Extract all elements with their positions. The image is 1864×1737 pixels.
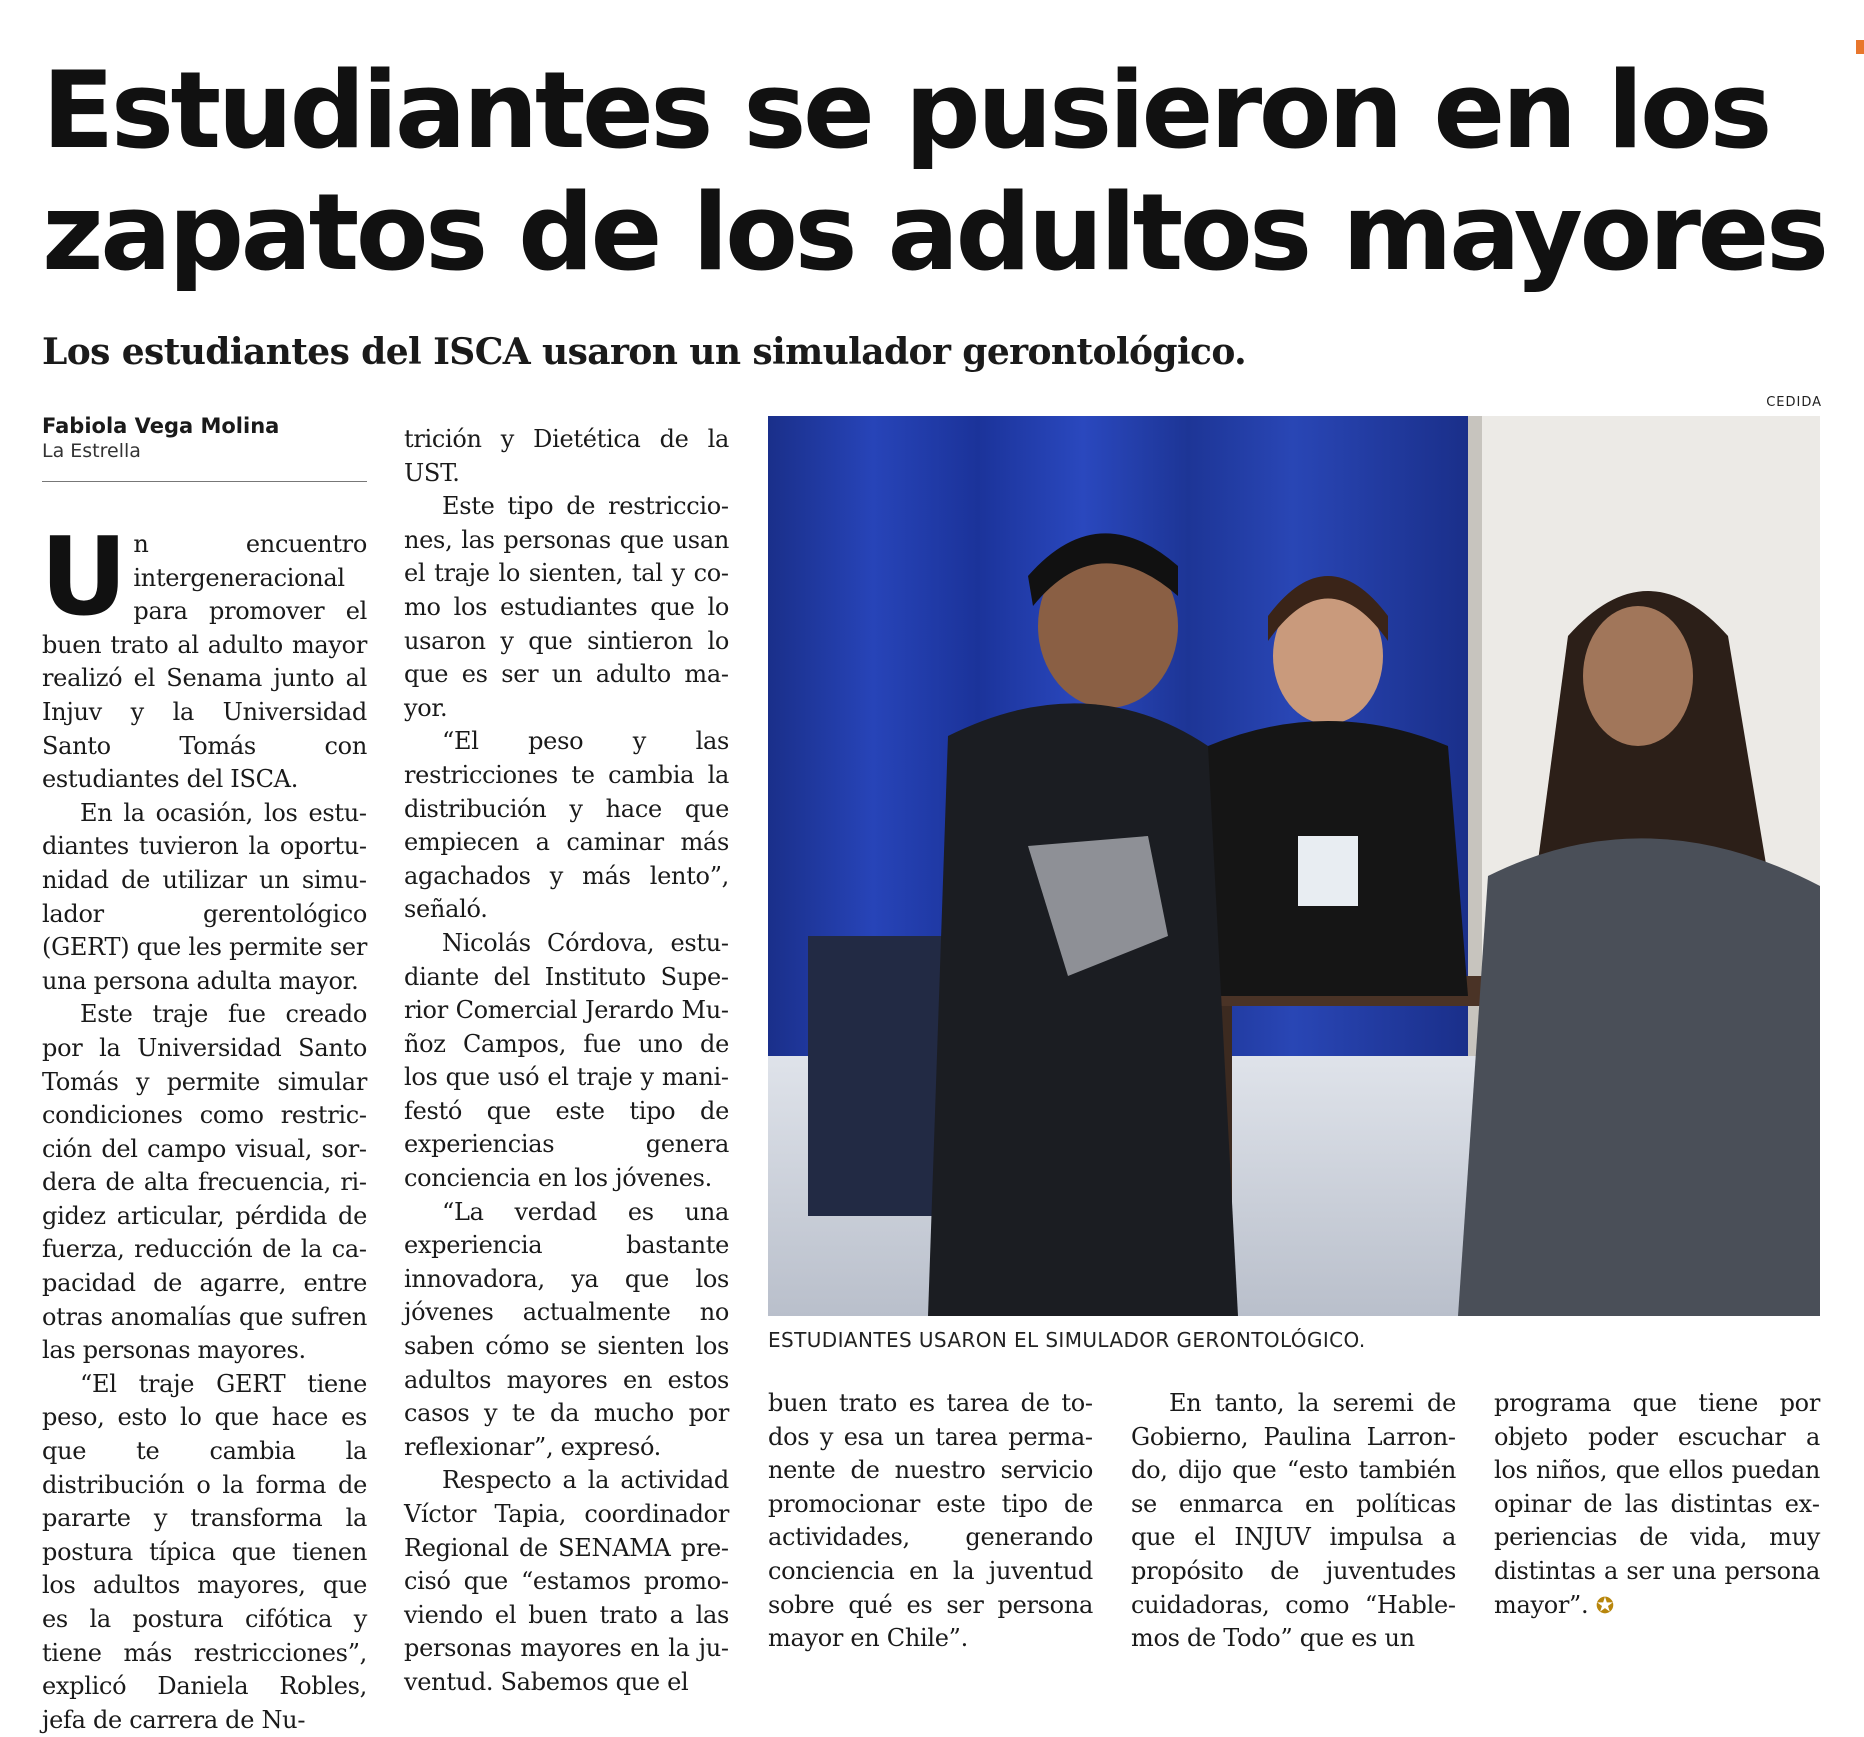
body-paragraph: En la ocasión, los estudiantes tuvieron la oportunidad de utilizar un simulador gerentológico (GERT) que les permite ser una persona adulta mayor.	[42, 798, 367, 995]
body-paragraph: programa que tiene por objeto poder escuchar a los niños, que ellos puedan opinar de las distintas experiencias de vida, muy distintas a ser una persona mayor”. ✪	[1494, 1387, 1820, 1623]
body-column-5	[1494, 1387, 1820, 1623]
body-column-4	[1131, 1387, 1456, 1656]
byline-divider	[42, 481, 367, 482]
body-column-2	[404, 423, 729, 1700]
body-paragraph: Respecto a la actividad Víctor Tapia, coordinador Regional de SENAMA precisó que “estamos promoviendo el buen trato a las personas mayores en la juventud. Sabemos que el	[404, 1466, 729, 1696]
body-paragraph: Este tipo de restricciones, las personas que usan el traje lo sienten, tal y como los estudiantes que lo usaron y que sintieron lo que es ser un adulto mayor.	[404, 492, 729, 722]
photo-credit: CEDIDA	[1766, 395, 1822, 410]
photo-illustration	[768, 416, 1820, 1316]
article-photo	[768, 416, 1820, 1316]
publication-name: La Estrella	[42, 440, 141, 462]
author-name: Fabiola Vega Molina	[42, 414, 280, 438]
body-paragraph: “El traje GERT tiene peso, esto lo que hace es que te cambia la distribución o la forma de pararte y transforma la postura típica que tienen los adultos mayores, que es la postura cifótica y tiene más restricciones”, explicó Daniela Robles, jefa de carrera de Nu-	[42, 1369, 367, 1734]
end-mark-icon: ✪	[1595, 1593, 1614, 1619]
headline: Estudiantes se pusieron en los zapatos de los adultos mayores	[42, 49, 1826, 294]
body-paragraph: “La verdad es una experiencia bastante innovadora, ya que los jóvenes actualmente no saben cómo se sienten los adultos mayores en estos casos y te da mucho por reflexionar”, expresó.	[404, 1197, 729, 1461]
body-column-3	[768, 1387, 1093, 1656]
body-paragraph: trición y Dietética de la UST.	[404, 425, 729, 487]
body-paragraph: Nicolás Córdova, estudiante del Instituto Superior Comercial Jerardo Muñoz Campos, fue uno de los que usó el traje y manifestó que este tipo de experiencias genera conciencia en los jóvenes.	[404, 928, 729, 1193]
body-paragraph: Este traje fue creado por la Universidad Santo Tomás y permite simular condiciones como restricción del campo visual, sordera de alta frecuencia, rigidez articular, pérdida de fuerza, reducción de la capacidad de agarre, entre otras anomalías que sufren las personas mayores.	[42, 1000, 367, 1365]
byline	[42, 414, 367, 464]
page-edge-marks	[1854, 40, 1864, 1640]
subheadline: Los estudiantes del ISCA usaron un simulador gerontológico.	[42, 331, 1247, 373]
body-column-1	[40, 515, 367, 1737]
body-paragraph: buen trato es tarea de todos y esa un tarea permanente de nuestro servicio promocionar este tipo de actividades, generando conciencia en la juventud sobre qué es ser persona mayor en Chile”.	[768, 1389, 1093, 1653]
body-paragraph: En tanto, la seremi de Gobierno, Paulina Larrondo, dijo que “esto también se enmarca en políticas que el INJUV impulsa a propósito de juventudes cuidadoras, como “Hablemos de Todo” que es un	[1131, 1389, 1456, 1653]
photo-caption: ESTUDIANTES USARON EL SIMULADOR GERONTOLÓGICO.	[768, 1328, 1366, 1352]
lead-paragraph: Un encuentro intergeneracional para promover el buen trato al adulto mayor realizó el Senama junto al Injuv y la Universidad Santo Tomás con estudiantes del ISCA.	[40, 515, 367, 794]
body-paragraph: “El peso y las restricciones te cambia la distribución y hace que empiecen a caminar más agachados y más lento”, señaló.	[404, 727, 729, 924]
edge-mark	[1856, 40, 1864, 54]
drop-cap: U	[40, 515, 128, 640]
